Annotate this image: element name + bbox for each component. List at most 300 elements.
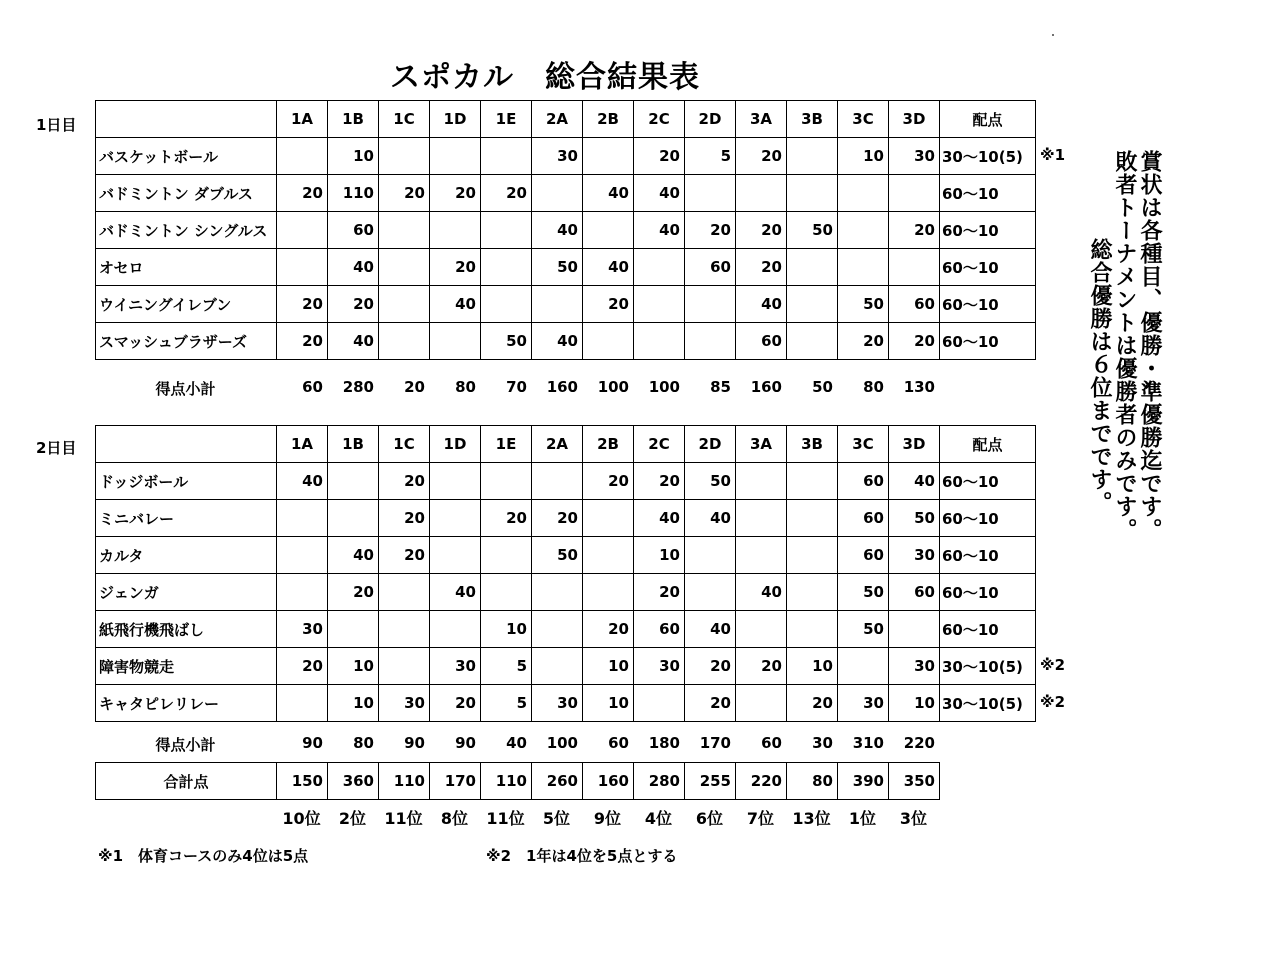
- points-header: 配点: [940, 101, 1036, 138]
- subtotal-value: 40: [506, 734, 527, 752]
- points-cell: 60～10: [940, 500, 1036, 537]
- event-name: カルタ: [96, 537, 277, 574]
- score-cell: 60: [838, 500, 889, 537]
- table-row: [96, 648, 1036, 685]
- total-value: 255: [685, 763, 736, 800]
- score-cell: 50: [838, 574, 889, 611]
- score-cell: [787, 537, 838, 574]
- points-cell: 60～10: [940, 286, 1036, 323]
- score-cell: [481, 286, 532, 323]
- subtotal-value: 60: [608, 734, 629, 752]
- score-cell: [736, 175, 787, 212]
- score-cell: 30: [889, 537, 940, 574]
- score-cell: 10: [328, 138, 379, 175]
- score-cell: [583, 138, 634, 175]
- rank-value: 2位: [338, 809, 367, 828]
- total-value: 110: [481, 763, 532, 800]
- subtotal-value: 80: [863, 378, 884, 396]
- table-row: [96, 685, 1036, 722]
- score-cell: 40: [583, 249, 634, 286]
- column-header: 2C: [634, 426, 685, 463]
- score-cell: [838, 249, 889, 286]
- score-cell: 20: [736, 249, 787, 286]
- score-cell: 20: [379, 463, 430, 500]
- score-cell: [787, 500, 838, 537]
- score-cell: [430, 323, 481, 360]
- score-cell: 20: [889, 212, 940, 249]
- event-name: オセロ: [96, 249, 277, 286]
- total-value: 390: [838, 763, 889, 800]
- subtotal-label: 得点小計: [155, 380, 216, 398]
- note-mark: ※2: [1040, 693, 1066, 711]
- score-cell: 20: [889, 323, 940, 360]
- score-cell: 60: [328, 212, 379, 249]
- rank-value: 5位: [542, 809, 571, 828]
- score-cell: 20: [532, 500, 583, 537]
- day2-header-row: [96, 426, 1036, 463]
- score-cell: [379, 574, 430, 611]
- column-header: 3A: [736, 426, 787, 463]
- score-cell: [532, 175, 583, 212]
- column-header: 1E: [481, 101, 532, 138]
- score-cell: 110: [328, 175, 379, 212]
- rank-value: 6位: [695, 809, 724, 828]
- score-cell: 10: [328, 648, 379, 685]
- header-blank-cell: [96, 426, 277, 463]
- score-cell: 20: [634, 574, 685, 611]
- column-header: 1A: [277, 426, 328, 463]
- column-header: 2A: [532, 426, 583, 463]
- score-cell: 30: [379, 685, 430, 722]
- column-header: 2A: [532, 101, 583, 138]
- table-row: [96, 323, 1036, 360]
- note-mark: ※1: [1040, 146, 1066, 164]
- subtotal-value: 170: [699, 734, 731, 752]
- column-header: 2D: [685, 426, 736, 463]
- footnote-2: ※2 1年は4位を5点とする: [486, 847, 678, 865]
- score-cell: [481, 138, 532, 175]
- column-header: 3B: [787, 426, 838, 463]
- subtotal-value: 80: [455, 378, 476, 396]
- rank-value: 3位: [899, 809, 928, 828]
- event-name: バドミントン ダブルス: [96, 175, 277, 212]
- score-cell: 30: [889, 648, 940, 685]
- score-cell: [838, 175, 889, 212]
- score-cell: [379, 323, 430, 360]
- score-cell: 40: [430, 286, 481, 323]
- score-cell: [583, 500, 634, 537]
- score-cell: 50: [532, 249, 583, 286]
- score-cell: 60: [838, 463, 889, 500]
- table-row: [96, 249, 1036, 286]
- score-cell: [328, 463, 379, 500]
- score-cell: 40: [277, 463, 328, 500]
- score-cell: [481, 537, 532, 574]
- score-cell: 20: [634, 463, 685, 500]
- score-cell: [634, 286, 685, 323]
- score-cell: [685, 175, 736, 212]
- score-cell: [379, 648, 430, 685]
- score-cell: 20: [736, 138, 787, 175]
- table-row: [96, 138, 1036, 175]
- event-name: ジェンガ: [96, 574, 277, 611]
- score-cell: 20: [328, 286, 379, 323]
- total-row: [96, 763, 940, 800]
- score-cell: 20: [583, 611, 634, 648]
- table-row: [96, 212, 1036, 249]
- score-cell: 40: [328, 323, 379, 360]
- score-cell: [277, 500, 328, 537]
- subtotal-value: 160: [750, 378, 782, 396]
- score-cell: [583, 574, 634, 611]
- points-cell: 30～10(5): [940, 648, 1036, 685]
- header-blank-cell: [96, 101, 277, 138]
- score-cell: [787, 286, 838, 323]
- score-cell: 60: [634, 611, 685, 648]
- score-cell: [634, 685, 685, 722]
- score-cell: [532, 648, 583, 685]
- rank-value: 8位: [440, 809, 469, 828]
- column-header: 2C: [634, 101, 685, 138]
- column-header: 2D: [685, 101, 736, 138]
- event-name: ウイニングイレブン: [96, 286, 277, 323]
- column-header: 3B: [787, 101, 838, 138]
- score-cell: 10: [838, 138, 889, 175]
- score-cell: 20: [685, 648, 736, 685]
- score-cell: 40: [889, 463, 940, 500]
- event-name: 紙飛行機飛ばし: [96, 611, 277, 648]
- subtotal-value: 90: [455, 734, 476, 752]
- score-cell: [481, 463, 532, 500]
- vertical-note-2: 敗者トーナメントは優勝者のみです。: [1112, 150, 1137, 541]
- subtotal-label: 得点小計: [155, 736, 216, 754]
- score-cell: 20: [430, 175, 481, 212]
- score-cell: 40: [583, 175, 634, 212]
- column-header: 1C: [379, 426, 430, 463]
- score-cell: 50: [838, 611, 889, 648]
- score-cell: [532, 611, 583, 648]
- score-cell: 40: [532, 212, 583, 249]
- total-label: 合計点: [96, 763, 277, 800]
- score-cell: [685, 574, 736, 611]
- vertical-note-1: 賞状は各種目、優勝・準優勝迄です。: [1137, 150, 1162, 541]
- score-cell: [430, 138, 481, 175]
- day1-label: 1日目: [36, 116, 77, 134]
- score-cell: [787, 574, 838, 611]
- rank-value: 11位: [486, 809, 525, 828]
- total-value: 170: [430, 763, 481, 800]
- subtotal-value: 220: [903, 734, 935, 752]
- score-cell: 10: [328, 685, 379, 722]
- score-cell: 20: [277, 175, 328, 212]
- subtotal-value: 100: [597, 378, 629, 396]
- column-header: 3C: [838, 426, 889, 463]
- score-cell: 20: [277, 323, 328, 360]
- score-cell: 20: [787, 685, 838, 722]
- score-cell: 10: [889, 685, 940, 722]
- vertical-note-3: 総合優勝は６位までです。: [1087, 238, 1112, 514]
- day2-table: [95, 425, 1036, 722]
- total-value: 280: [634, 763, 685, 800]
- score-cell: 60: [736, 323, 787, 360]
- score-cell: [277, 138, 328, 175]
- rank-value: 10位: [282, 809, 321, 828]
- points-cell: 60～10: [940, 323, 1036, 360]
- score-cell: [736, 500, 787, 537]
- table-row: [96, 463, 1036, 500]
- score-cell: [379, 138, 430, 175]
- score-cell: [277, 574, 328, 611]
- score-cell: 20: [328, 574, 379, 611]
- total-value: 350: [889, 763, 940, 800]
- points-header: 配点: [940, 426, 1036, 463]
- subtotal-value: 180: [648, 734, 680, 752]
- score-cell: [532, 574, 583, 611]
- total-value: 220: [736, 763, 787, 800]
- score-cell: [328, 611, 379, 648]
- score-cell: 20: [481, 500, 532, 537]
- score-cell: 20: [277, 286, 328, 323]
- score-cell: [787, 138, 838, 175]
- score-cell: 40: [634, 175, 685, 212]
- score-cell: [736, 685, 787, 722]
- score-cell: 20: [736, 648, 787, 685]
- score-cell: [532, 463, 583, 500]
- column-header: 3C: [838, 101, 889, 138]
- score-cell: [736, 463, 787, 500]
- column-header: 1D: [430, 426, 481, 463]
- total-value: 360: [328, 763, 379, 800]
- score-cell: 30: [277, 611, 328, 648]
- points-cell: 30～10(5): [940, 685, 1036, 722]
- stray-mark: [1052, 34, 1054, 36]
- event-name: スマッシュブラザーズ: [96, 323, 277, 360]
- score-cell: 10: [787, 648, 838, 685]
- score-cell: 40: [430, 574, 481, 611]
- event-name: ミニバレー: [96, 500, 277, 537]
- score-cell: [277, 249, 328, 286]
- column-header: 2B: [583, 426, 634, 463]
- score-cell: [430, 611, 481, 648]
- score-cell: 10: [583, 685, 634, 722]
- score-cell: 50: [532, 537, 583, 574]
- score-cell: [379, 212, 430, 249]
- score-cell: 20: [379, 537, 430, 574]
- column-header: 1C: [379, 101, 430, 138]
- score-cell: [481, 249, 532, 286]
- score-cell: 30: [634, 648, 685, 685]
- subtotal-value: 160: [546, 378, 578, 396]
- score-cell: 40: [685, 611, 736, 648]
- event-name: バドミントン シングルス: [96, 212, 277, 249]
- score-cell: 20: [430, 685, 481, 722]
- score-cell: 10: [634, 537, 685, 574]
- points-cell: 60～10: [940, 574, 1036, 611]
- subtotal-value: 130: [903, 378, 935, 396]
- points-cell: 60～10: [940, 212, 1036, 249]
- score-cell: 20: [430, 249, 481, 286]
- subtotal-value: 30: [812, 734, 833, 752]
- score-cell: 30: [889, 138, 940, 175]
- rank-value: 11位: [384, 809, 423, 828]
- score-cell: 10: [583, 648, 634, 685]
- day2-label: 2日目: [36, 439, 77, 457]
- score-cell: [430, 537, 481, 574]
- score-cell: 60: [838, 537, 889, 574]
- subtotal-value: 80: [353, 734, 374, 752]
- column-header: 1E: [481, 426, 532, 463]
- score-cell: [685, 537, 736, 574]
- column-header: 1A: [277, 101, 328, 138]
- score-cell: 30: [838, 685, 889, 722]
- subtotal-value: 310: [852, 734, 884, 752]
- total-value: 150: [277, 763, 328, 800]
- score-cell: 20: [379, 500, 430, 537]
- score-cell: 50: [481, 323, 532, 360]
- score-cell: 60: [685, 249, 736, 286]
- score-cell: [736, 611, 787, 648]
- points-cell: 60～10: [940, 611, 1036, 648]
- subtotal-value: 90: [404, 734, 425, 752]
- rank-value: 1位: [848, 809, 877, 828]
- score-cell: [889, 175, 940, 212]
- total-table: [95, 762, 940, 800]
- score-cell: [634, 323, 685, 360]
- column-header: 3D: [889, 426, 940, 463]
- score-cell: [328, 500, 379, 537]
- score-cell: [379, 611, 430, 648]
- score-cell: 30: [532, 138, 583, 175]
- score-cell: [430, 463, 481, 500]
- score-cell: 20: [685, 212, 736, 249]
- total-value: 110: [379, 763, 430, 800]
- total-value: 80: [787, 763, 838, 800]
- score-cell: 5: [481, 648, 532, 685]
- score-cell: 40: [736, 286, 787, 323]
- points-cell: 60～10: [940, 463, 1036, 500]
- score-cell: 20: [379, 175, 430, 212]
- score-cell: 50: [787, 212, 838, 249]
- rank-value: 9位: [593, 809, 622, 828]
- score-cell: 20: [838, 323, 889, 360]
- points-cell: 60～10: [940, 175, 1036, 212]
- score-cell: 20: [583, 463, 634, 500]
- points-cell: 30～10(5): [940, 138, 1036, 175]
- rank-value: 4位: [644, 809, 673, 828]
- table-row: [96, 537, 1036, 574]
- column-header: 3A: [736, 101, 787, 138]
- score-cell: [889, 611, 940, 648]
- score-cell: 10: [481, 611, 532, 648]
- score-cell: 50: [685, 463, 736, 500]
- note-mark: ※2: [1040, 656, 1066, 674]
- table-row: [96, 286, 1036, 323]
- score-cell: [583, 323, 634, 360]
- subtotal-value: 70: [506, 378, 527, 396]
- column-header: 2B: [583, 101, 634, 138]
- subtotal-value: 90: [302, 734, 323, 752]
- footnote-1: ※1 体育コースのみ4位は5点: [98, 847, 309, 865]
- score-cell: [379, 286, 430, 323]
- column-header: 3D: [889, 101, 940, 138]
- score-cell: [736, 537, 787, 574]
- score-cell: 30: [532, 685, 583, 722]
- event-name: ドッジボール: [96, 463, 277, 500]
- rank-value: 7位: [746, 809, 775, 828]
- score-cell: 20: [736, 212, 787, 249]
- subtotal-value: 85: [710, 378, 731, 396]
- score-cell: 40: [634, 212, 685, 249]
- column-header: 1B: [328, 426, 379, 463]
- subtotal-value: 280: [342, 378, 374, 396]
- rank-value: 13位: [792, 809, 831, 828]
- score-cell: 30: [430, 648, 481, 685]
- score-cell: [430, 212, 481, 249]
- score-cell: 40: [532, 323, 583, 360]
- event-name: バスケットボール: [96, 138, 277, 175]
- day1-table: [95, 100, 1036, 360]
- score-cell: [787, 249, 838, 286]
- score-cell: [634, 249, 685, 286]
- score-cell: [277, 537, 328, 574]
- table-row: [96, 611, 1036, 648]
- score-cell: 60: [889, 574, 940, 611]
- subtotal-value: 60: [761, 734, 782, 752]
- score-cell: [787, 611, 838, 648]
- score-cell: 20: [277, 648, 328, 685]
- score-cell: 5: [685, 138, 736, 175]
- score-cell: [583, 537, 634, 574]
- table-row: [96, 574, 1036, 611]
- score-cell: 50: [838, 286, 889, 323]
- subtotal-value: 50: [812, 378, 833, 396]
- score-cell: [430, 500, 481, 537]
- score-cell: [379, 249, 430, 286]
- score-cell: [532, 286, 583, 323]
- table-row: [96, 175, 1036, 212]
- page-title: スポカル 総合結果表: [390, 60, 700, 95]
- day1-header-row: [96, 101, 1036, 138]
- points-cell: 60～10: [940, 249, 1036, 286]
- score-cell: 40: [634, 500, 685, 537]
- score-cell: [787, 323, 838, 360]
- score-cell: [685, 286, 736, 323]
- score-cell: 50: [889, 500, 940, 537]
- score-cell: [481, 212, 532, 249]
- column-header: 1D: [430, 101, 481, 138]
- score-cell: 5: [481, 685, 532, 722]
- total-value: 160: [583, 763, 634, 800]
- score-cell: [277, 212, 328, 249]
- column-header: 1B: [328, 101, 379, 138]
- score-cell: [838, 648, 889, 685]
- score-cell: 20: [634, 138, 685, 175]
- subtotal-value: 20: [404, 378, 425, 396]
- total-value: 260: [532, 763, 583, 800]
- score-cell: 20: [685, 685, 736, 722]
- points-cell: 60～10: [940, 537, 1036, 574]
- score-cell: 40: [685, 500, 736, 537]
- score-cell: [277, 685, 328, 722]
- event-name: キャタピレリレー: [96, 685, 277, 722]
- table-row: [96, 500, 1036, 537]
- score-cell: [481, 574, 532, 611]
- subtotal-value: 60: [302, 378, 323, 396]
- score-cell: 40: [328, 249, 379, 286]
- score-cell: 60: [889, 286, 940, 323]
- score-cell: 40: [328, 537, 379, 574]
- score-cell: [685, 323, 736, 360]
